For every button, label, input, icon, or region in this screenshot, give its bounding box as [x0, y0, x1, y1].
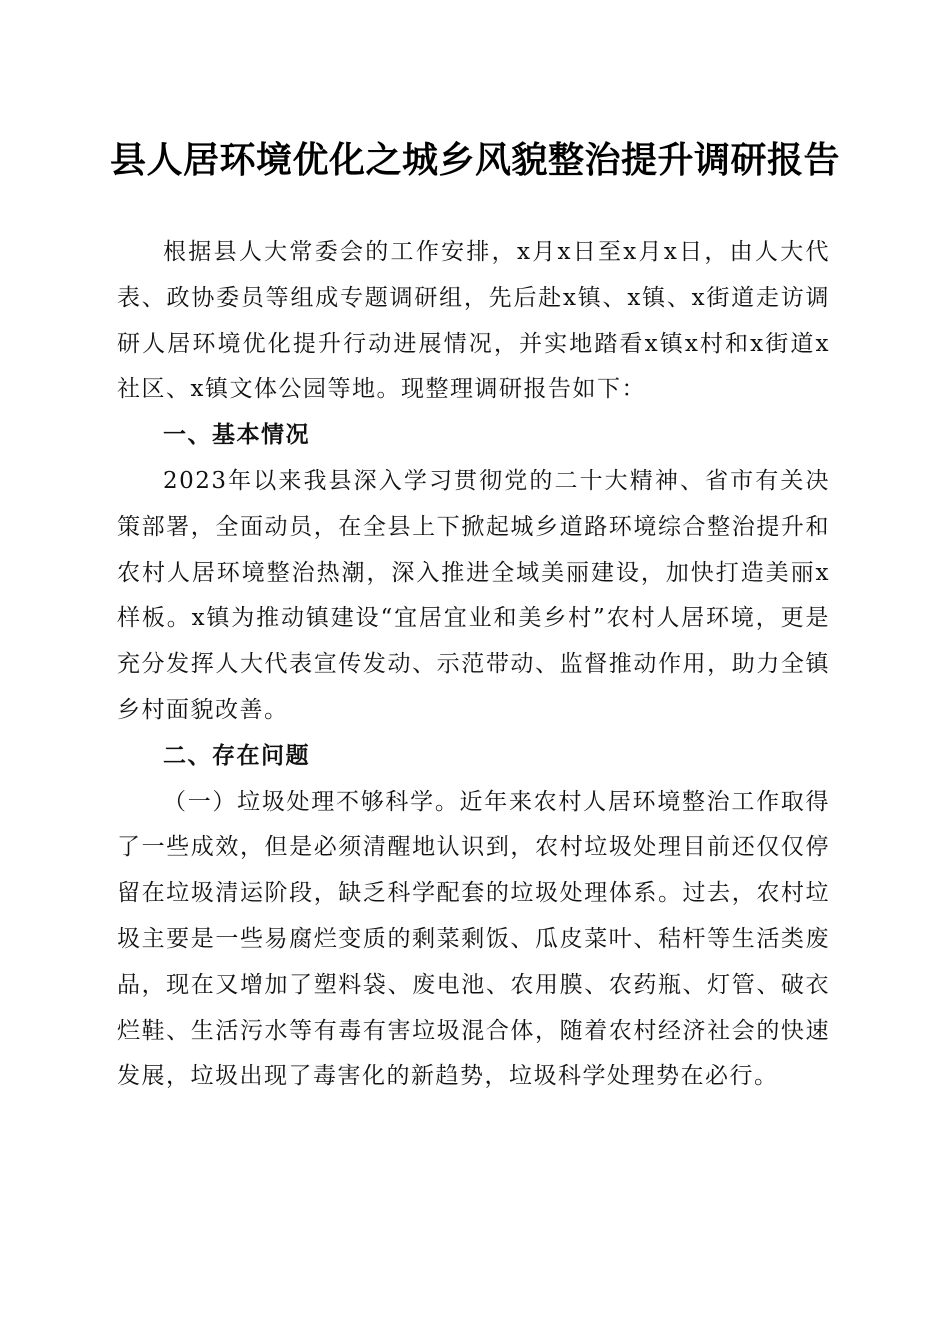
document-body — [117, 230, 830, 1100]
subsection-text-garbage: 近年来农村人居环境整治工作取得了一些成效，但是必须清醒地认识到，农村垃圾处理目前还仅仅停留在垃圾清运阶段，缺乏科学配套的垃圾处理体系。过去，农村垃圾主要是一些易腐烂变质的剩菜剩饭、瓜皮菜叶、秸杆等生活类废品，现在又增加了塑料袋、废电池、农用膜、农药瓶、灯管、破衣烂鞋、生活污水等有毒有害垃圾混合体，随着农村经济社会的快速发展，垃圾出现了毒害化的新趋势，垃圾科学处理势在必行。 — [117, 788, 831, 1090]
section-heading-existing-problems: 二、存在问题 — [163, 742, 310, 769]
intro-paragraph: 根据县人大常委会的工作安排，x月x日至x月x日，由人大代表、政协委员等组成专题调研组，先后赴x镇、x镇、x街道走访调研人居环境优化提升行动进展情况，并实地踏看x镇x村和x街道x社区、x镇文体公园等地。现整理调研报告如下： — [117, 239, 830, 403]
subsection-heading-garbage: （一）垃圾处理不够科学。 — [163, 788, 460, 815]
basic-situation-paragraph: 2023年以来我县深入学习贯彻党的二十大精神、省市有关决策部署，全面动员，在全县上下掀起城乡道路环境综合整治提升和农村人居环境整治热潮，深入推进全域美丽建设，加快打造美丽x样板。x镇为推动镇建设“宜居宜业和美乡村”农村人居环境，更是充分发挥人大代表宣传发动、示范带动、监督推动作用，助力全镇乡村面貌改善。 — [117, 467, 830, 723]
section-heading-basic-situation: 一、基本情况 — [163, 422, 310, 449]
problem-paragraph-1 — [117, 780, 830, 1101]
document-title: 县人居环境优化之城乡风貌整治提升调研报告 — [109, 139, 840, 181]
